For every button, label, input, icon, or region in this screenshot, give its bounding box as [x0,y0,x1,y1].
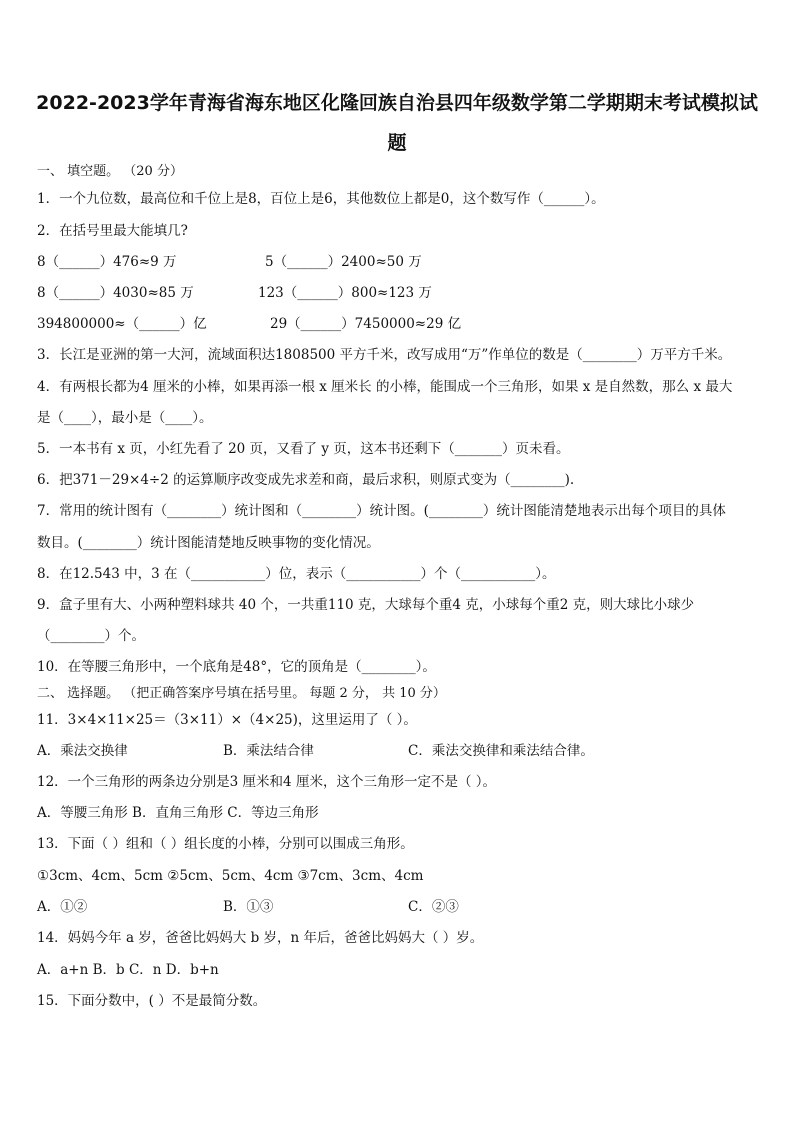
question-9-continued: （________）个。 [37,628,145,644]
exam-title: 2022-2023学年青海省海东地区化隆回族自治县四年级数学第二学期期末考试模拟试 [36,92,758,114]
question-7-continued: 数目。(________）统计图能清楚地反映事物的变化情况。 [37,535,380,551]
question-11-option-b: B．乘法结合律 [223,743,314,759]
question-11-option-c: C．乘法交换律和乘法结合律。 [408,743,594,759]
question-14-options: A．a+n B．b C．n D．b+n [37,962,219,978]
question-4-continued: 是（____），最小是（____）。 [37,410,213,426]
question-11: 11．3×4×11×25＝（3×11）×（4×25)，这里运用了（ ）。 [37,712,417,728]
question-15: 15．下面分数中，( ）不是最简分数。 [37,993,267,1009]
question-2-item: 5（______）2400≈50 万 [265,254,422,270]
exam-title-continued: 题 [387,132,407,154]
question-13: 13．下面（ ）组和（ ）组长度的小棒，分别可以围成三角形。 [37,836,414,852]
question-3: 3．长江是亚洲的第一大河，流域面积达1808500 平方千米，改写成用“万”作单位的数是（________）万平方千米。 [37,347,732,363]
question-2-item: 8（______）4030≈85 万 [37,285,194,301]
question-2-item: 29（______）7450000≈29 亿 [270,316,462,332]
question-2-item: 8（______）476≈9 万 [37,254,177,270]
section-choice-heading: 二、 选择题。 （把正确答案序号填在括号里。 每题 2 分， 共 10 分） [37,686,446,701]
question-7: 7．常用的统计图有（________）统计图和（________）统计图。(________）统计图能清楚地表示出每个项目的具体 [37,503,726,519]
question-6: 6．把371－29×4÷2 的运算顺序改变成先求差和商，最后求积，则原式变为（________). [37,472,575,488]
question-10: 10．在等腰三角形中，一个底角是48°，它的顶角是（________）。 [37,659,436,675]
question-5: 5．一本书有 x 页，小红先看了 20 页，又看了 y 页，这本书还剩下（_______）页未看。 [37,441,570,457]
question-2-item: 123（______）800≈123 万 [258,285,432,301]
question-14: 14．妈妈今年 a 岁，爸爸比妈妈大 b 岁，n 年后，爸爸比妈妈大（ ）岁。 [37,930,484,946]
question-9: 9．盒子里有大、小两种塑料球共 40 个，一共重110 克，大球每个重4 克，小球每个重2 克，则大球比小球少 [37,597,695,613]
question-13-option-b: B．①③ [223,899,274,915]
question-12-options: A．等腰三角形 B．直角三角形 C．等边三角形 [37,805,319,821]
question-1: 1．一个九位数，最高位和千位上是8，百位上是6，其他数位上都是0，这个数写作（______）。 [37,191,605,207]
question-2-item: 394800000≈（______）亿 [37,316,207,332]
question-13-option-c: C．②③ [408,899,459,915]
question-4: 4．有两根长都为4 厘米的小棒，如果再添一根 x 厘米长 的小棒，能围成一个三角形，如果 x 是自然数，那么 x 最大 [37,379,733,395]
question-13-option-a: A．①② [37,899,88,915]
question-12: 12．一个三角形的两条边分别是3 厘米和4 厘米，这个三角形一定不是（ ）。 [37,774,496,790]
question-8: 8．在12.543 中，3 在（___________）位，表示（___________）个（___________）。 [37,566,556,582]
section-fill-in-heading: 一、 填空题。 （20 分） [37,164,183,179]
question-2: 2．在括号里最大能填几? [37,223,188,239]
question-11-option-a: A．乘法交换律 [37,743,128,759]
question-13-items: ①3cm、4cm、5cm ②5cm、5cm、4cm ③7cm、3cm、4cm [37,868,424,884]
